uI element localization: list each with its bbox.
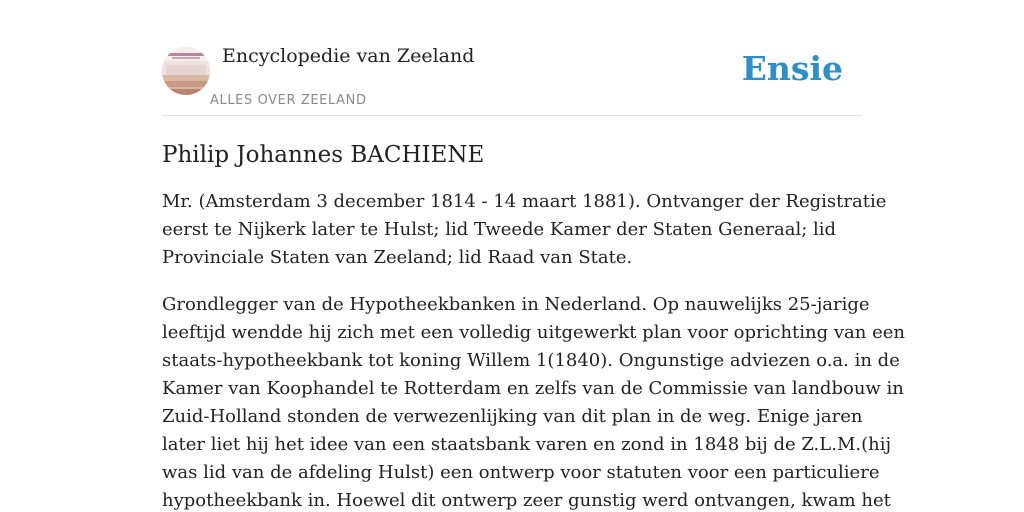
article-paragraph <box>162 188 887 272</box>
brand-logo-link[interactable]: Ensie <box>741 49 843 88</box>
paragraph-line: Zuid-Holland stonden de verwezenlijking van dit plan in de weg. Enige jaren <box>162 406 863 427</box>
article-title: Philip Johannes BACHIENE <box>162 142 485 168</box>
site-name[interactable]: Encyclopedie van Zeeland <box>222 45 475 67</box>
paragraph-line: Provinciale Staten van Zeeland; lid Raad van State. <box>162 247 633 268</box>
paragraph-line: Kamer van Koophandel te Rotterdam en zelfs van de Commissie van landbouw in <box>162 378 904 399</box>
article-paragraph <box>162 291 906 512</box>
site-header <box>162 0 862 116</box>
paragraph-line: Mr. (Amsterdam 3 december 1814 - 14 maart 1881). Ontvanger der Registratie <box>162 191 887 212</box>
site-logo-image[interactable] <box>162 47 210 95</box>
paragraph-line: was lid van de afdeling Hulst) een ontwerp voor statuten voor een particuliere <box>162 462 880 483</box>
paragraph-line: Grondlegger van de Hypotheekbanken in Nederland. Op nauwelijks 25-jarige <box>162 294 870 315</box>
paragraph-line: staats-hypotheekbank tot koning Willem 1(1840). Ongunstige adviezen o.a. in de <box>162 350 900 371</box>
paragraph-line: eerst te Nijkerk later te Hulst; lid Tweede Kamer der Staten Generaal; lid <box>162 219 837 240</box>
paragraph-line: leeftijd wendde hij zich met een volledig uitgewerkt plan voor oprichting van een <box>162 322 906 343</box>
paragraph-line: later liet hij het idee van een staatsbank varen en zond in 1848 bij de Z.L.M.(hij <box>162 434 892 455</box>
paragraph-line: hypotheekbank in. Hoewel dit ontwerp zeer gunstig werd ontvangen, kwam het <box>162 490 891 511</box>
header-divider <box>162 115 862 116</box>
article <box>162 138 906 512</box>
site-tagline: ALLES OVER ZEELAND <box>210 93 367 108</box>
